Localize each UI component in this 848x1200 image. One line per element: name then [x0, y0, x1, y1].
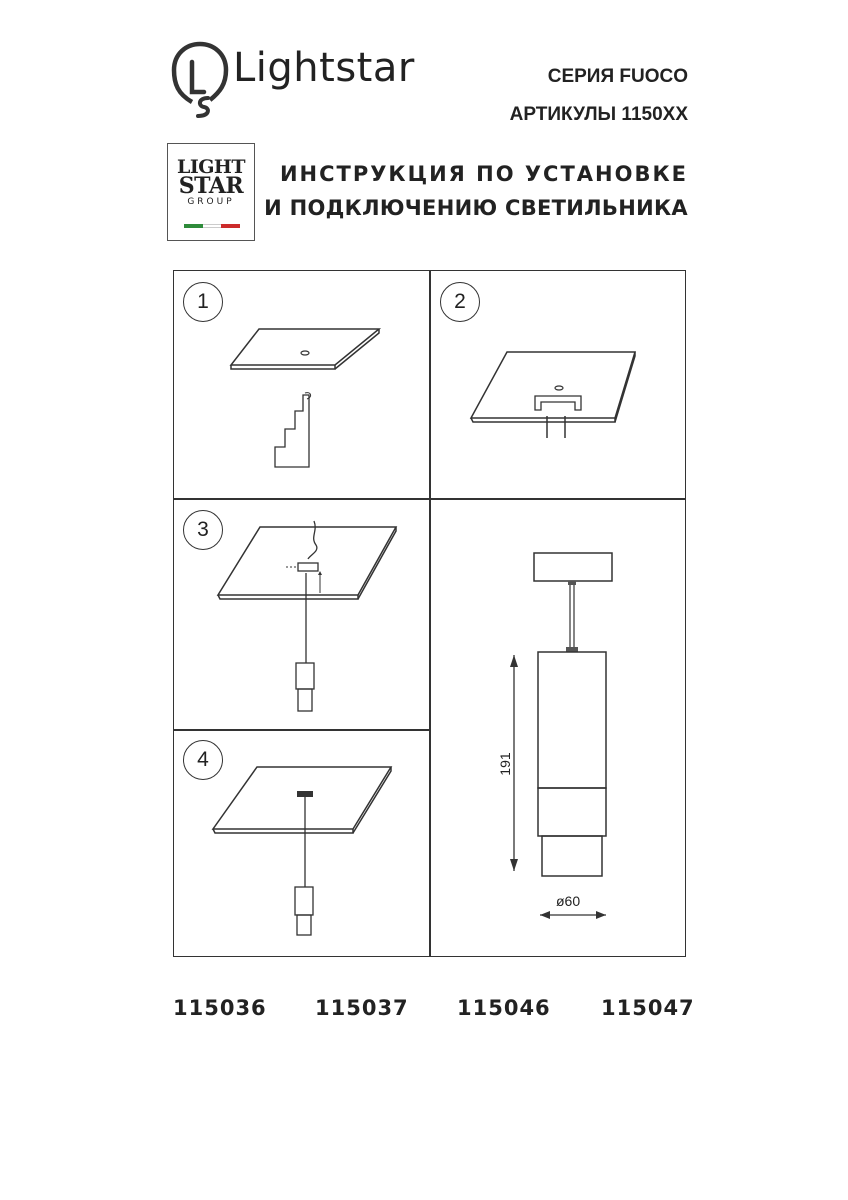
article-code-4: 115047 [601, 996, 695, 1020]
step2-bracket-illustration [465, 340, 645, 450]
brand-name: Lightstar [233, 45, 415, 91]
step3-wiring-illustration [210, 515, 410, 720]
instruction-title-line1: ИНСТРУКЦИЯ ПО УСТАНОВКЕ [279, 162, 688, 186]
step-number-2: 2 [440, 282, 480, 322]
group-logo-line1: LIGHT [176, 156, 246, 178]
lightstar-group-logo [167, 143, 255, 241]
dimension-drawing [490, 545, 630, 925]
height-dimension-label: 191 [497, 752, 513, 776]
italian-flag-stripe [184, 224, 240, 228]
step-number-4: 4 [183, 740, 223, 780]
grid-divider-horizontal-left [173, 729, 430, 731]
group-logo-line2: STAR [178, 173, 244, 199]
articles-title: АРТИКУЛЫ 1150XX [509, 104, 688, 125]
article-code-3: 115046 [457, 996, 551, 1020]
article-code-2: 115037 [315, 996, 409, 1020]
lightstar-bulb-logo-icon [170, 40, 230, 120]
step-number-1: 1 [183, 282, 223, 322]
article-code-1: 115036 [173, 996, 267, 1020]
diameter-dimension-label: ø60 [556, 893, 581, 909]
group-logo-line3: GROUP [187, 197, 235, 207]
series-title: СЕРИЯ FUOCO [547, 66, 688, 87]
step1-panel [173, 270, 430, 499]
step-number-3: 3 [183, 510, 223, 550]
step4-mounted-illustration [205, 755, 405, 945]
instruction-title-line2: И ПОДКЛЮЧЕНИЮ СВЕТИЛЬНИКА [264, 196, 688, 220]
